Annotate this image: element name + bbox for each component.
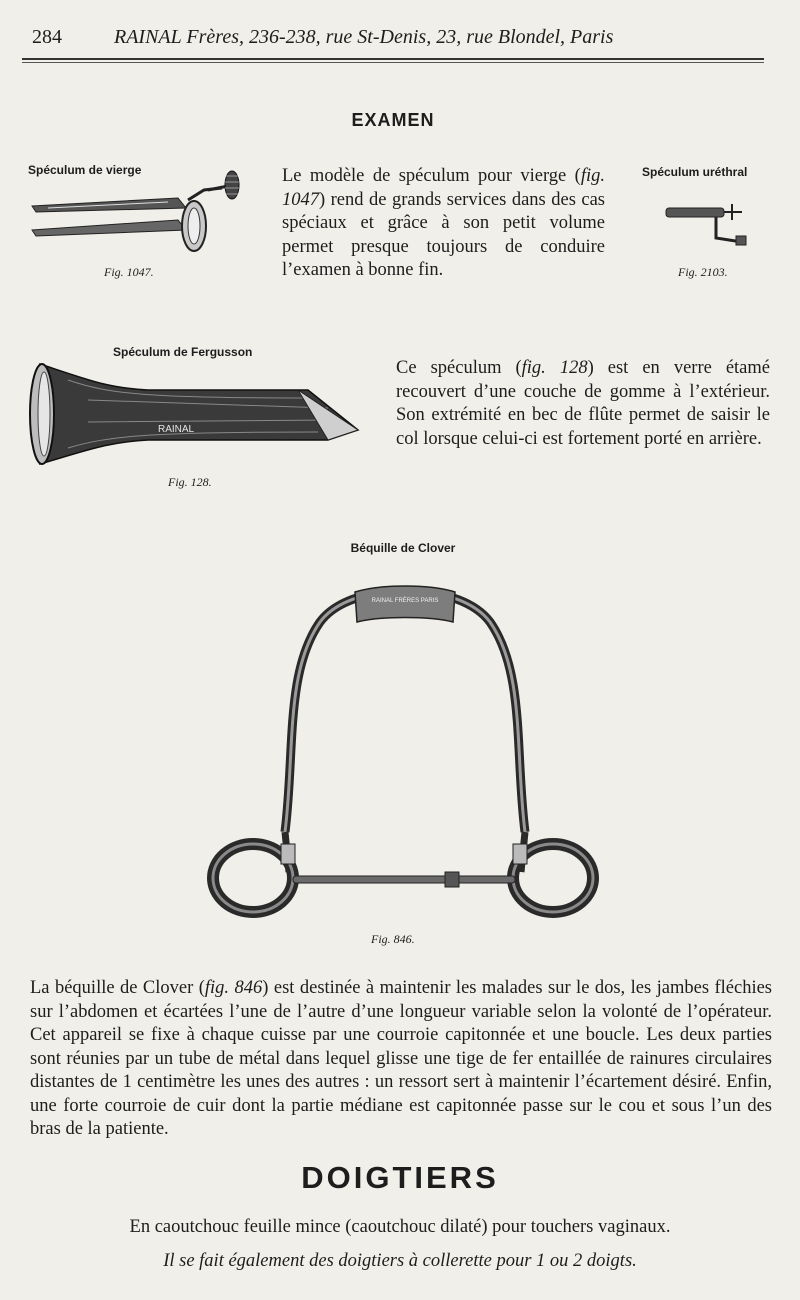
page-number: 284 xyxy=(32,26,62,48)
fergusson-speculum-illustration xyxy=(28,360,363,470)
urethral-speculum-illustration xyxy=(660,198,755,253)
header-rule-thin xyxy=(22,62,764,63)
fergusson-text-rest: ) est en verre étamé recouvert d’une couche de gomme à l’extérieur. Son extrémité en bec de flûte permet de saisir le col lorsque celui-ci est fortement porté en arrière. xyxy=(396,358,770,449)
fergusson-title: Spéculum de Fergusson xyxy=(113,345,253,359)
vierge-description xyxy=(282,165,605,283)
clover-crutch-illustration xyxy=(205,582,605,922)
fergusson-stamp: RAINAL xyxy=(158,424,195,435)
page-header xyxy=(22,22,764,58)
vierge-speculum-illustration xyxy=(28,168,243,258)
vierge-text-rest: ) rend de grands services dans des cas spéciaux et grâce à son petit volume permet presque toujours de conduire l’examen à bonne fin. xyxy=(282,189,605,280)
vierge-title: Spéculum de vierge xyxy=(28,163,142,177)
clover-title: Béquille de Clover xyxy=(350,541,456,555)
fergusson-text-lead: Ce spéculum ( xyxy=(396,358,522,378)
fergusson-fig-reference: fig. 128 xyxy=(521,358,588,378)
urethral-title: Spéculum uréthral xyxy=(642,165,748,179)
section-title: EXAMEN xyxy=(351,110,435,130)
vierge-fig-reference: fig. 1047 xyxy=(282,166,605,210)
doigtiers-title: DOIGTIERS xyxy=(301,1160,499,1195)
clover-fig-reference: fig. 846 xyxy=(204,978,263,998)
publisher-address: RAINAL Frères, 236-238, rue St-Denis, 23, rue Blondel, Paris xyxy=(114,26,614,48)
vierge-text-lead: Le modèle de spéculum pour vierge ( xyxy=(282,166,581,186)
fergusson-fig-label: Fig. 128. xyxy=(168,475,212,489)
doigtiers-line-2: Il se fait également des doigtiers à collerette pour 1 ou 2 doigts. xyxy=(163,1251,637,1271)
urethral-fig-label: Fig. 2103. xyxy=(678,265,728,279)
header-rule xyxy=(22,58,764,60)
doigtiers-line-1: En caoutchouc feuille mince (caoutchouc dilaté) pour touchers vaginaux. xyxy=(129,1217,671,1237)
vierge-fig-label: Fig. 1047. xyxy=(104,265,154,279)
clover-fig-label: Fig. 846. xyxy=(371,932,415,946)
clover-stamp: RAINAL FRÈRES PARIS xyxy=(371,598,439,604)
clover-text-lead: La béquille de Clover ( xyxy=(30,978,205,998)
clover-description xyxy=(30,977,772,1142)
fergusson-description xyxy=(396,357,770,451)
clover-text-rest: ) est destinée à maintenir les malades sur le dos, les jambes fléchies sur l’abdomen et écartées l’une de l’autre d’une longueur variable selon la volonté de l’opérateur. Cet appareil se fixe à chaque cuisse par une courroie capitonnée et une boucle. Les deux parties sont réunies par un tube de métal dans lequel glisse une tige de fer entaillée de rainures circulaires distantes de 1 centimètre les unes des autres : un ressort sert à maintenir l’écartement désiré. Enfin, une forte courroie de cuir dont la partie médiane est capitonnée passe sur le cou et sous l’un des bras de la patiente. xyxy=(30,978,773,1139)
